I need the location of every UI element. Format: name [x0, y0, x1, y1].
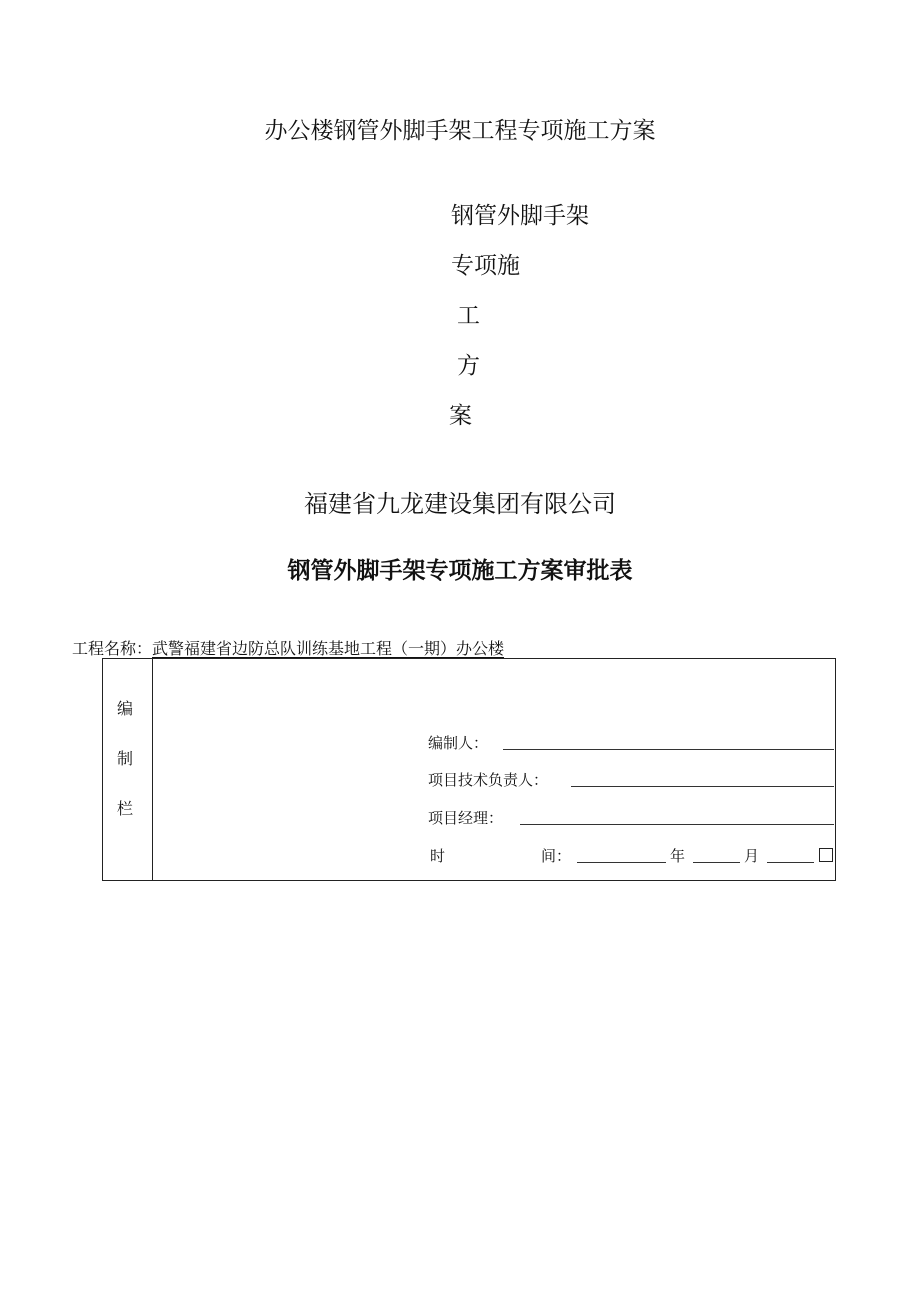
company-name: 福建省九龙建设集团有限公司 [304, 490, 616, 518]
time-label-part-1: 时 [430, 847, 446, 865]
document-title: 办公楼钢管外脚手架工程专项施工方案 [264, 118, 656, 144]
cover-line-3: 工 [457, 303, 480, 329]
project-name-value: 武警福建省边防总队训练基地工程（一期）办公楼 [152, 639, 505, 658]
side-label-char-1: 编 [117, 699, 134, 718]
year-input-line[interactable] [577, 862, 666, 863]
day-input-line[interactable] [767, 862, 814, 863]
tech-lead-signature-line[interactable] [571, 786, 834, 787]
project-name-row [72, 636, 504, 659]
month-label: 月 [744, 847, 760, 865]
cover-line-5: 案 [449, 403, 472, 429]
cover-line-2: 专项施 [451, 253, 520, 279]
month-input-line[interactable] [693, 862, 740, 863]
year-label: 年 [670, 847, 686, 865]
day-box-icon [819, 848, 833, 862]
time-label-part-2: 间： [541, 847, 572, 865]
approval-form-title: 钢管外脚手架专项施工方案审批表 [287, 558, 633, 584]
manager-signature-line[interactable] [520, 824, 834, 825]
project-name-label: 工程名称： [72, 639, 153, 658]
tech-lead-label: 项目技术负责人： [428, 771, 549, 789]
side-label-char-3: 栏 [117, 799, 134, 818]
cover-line-1: 钢管外脚手架 [451, 203, 589, 229]
compiler-label: 编制人： [428, 734, 489, 752]
table-column-divider [152, 658, 153, 881]
compiler-signature-line[interactable] [503, 749, 834, 750]
side-label-char-2: 制 [117, 749, 134, 768]
manager-label: 项目经理： [428, 809, 504, 827]
cover-line-4: 方 [457, 353, 480, 379]
